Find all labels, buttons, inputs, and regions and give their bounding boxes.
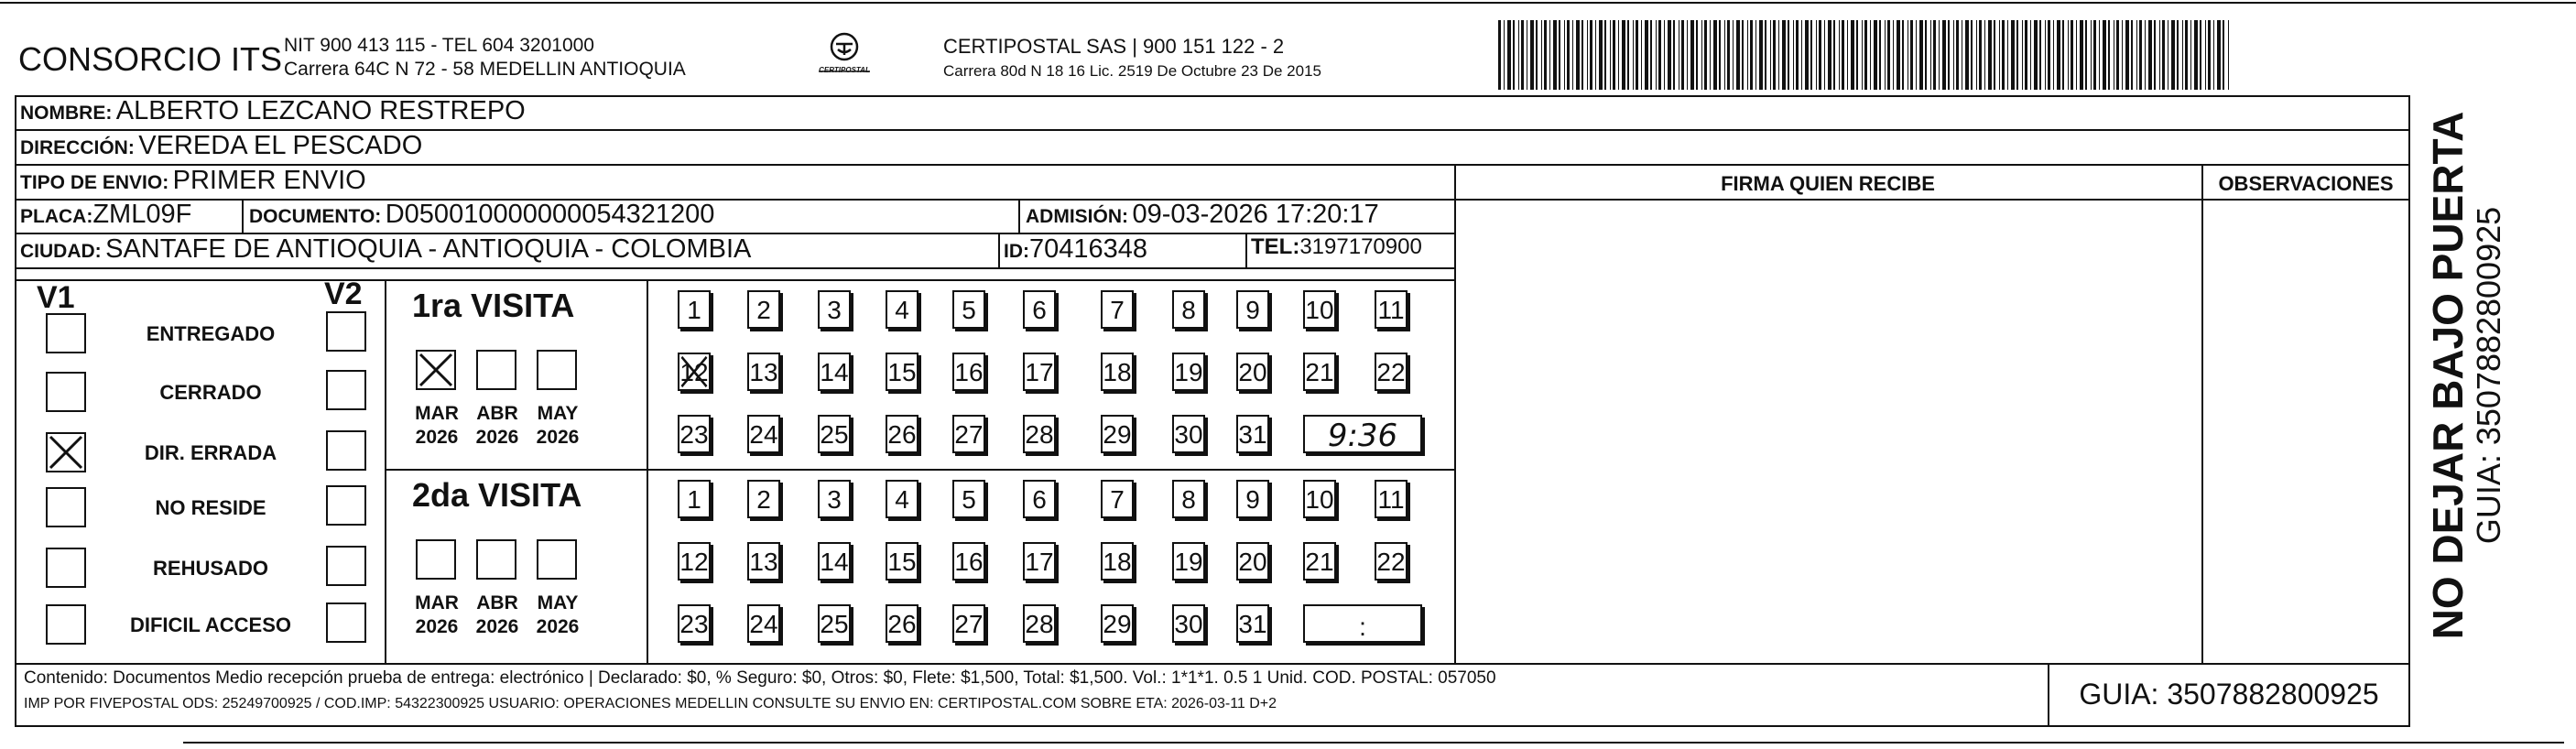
day-number: 24 — [749, 420, 778, 449]
day-box[interactable] — [952, 604, 985, 643]
day-box[interactable] — [952, 353, 985, 391]
day-number: 12 — [679, 548, 709, 576]
day-box[interactable] — [747, 415, 780, 453]
day-number: 8 — [1181, 485, 1196, 514]
day-number: 22 — [1376, 548, 1406, 576]
day-number: 25 — [820, 420, 849, 449]
v1-checkbox[interactable] — [46, 487, 86, 527]
ciudad-value: SANTAFE DE ANTIOQUIA - ANTIOQUIA - COLOMBIA — [105, 234, 752, 264]
cell-divider — [1245, 233, 1247, 267]
day-box[interactable] — [678, 415, 711, 453]
v1-checkbox[interactable] — [46, 548, 86, 588]
day-number: 30 — [1174, 420, 1203, 449]
day-box[interactable] — [1101, 290, 1134, 329]
side-text — [2416, 110, 2516, 641]
placa-cell — [20, 200, 191, 230]
day-number: 4 — [895, 485, 909, 514]
month-checkbox[interactable] — [537, 350, 577, 390]
day-number: 3 — [827, 296, 842, 324]
visit-time-box[interactable] — [1303, 604, 1422, 643]
day-number: 17 — [1025, 358, 1054, 386]
day-number: 15 — [887, 358, 917, 386]
day-box[interactable] — [818, 480, 851, 518]
day-number: 2 — [756, 296, 771, 324]
day-number: 31 — [1238, 610, 1267, 638]
day-number: 21 — [1305, 358, 1334, 386]
company-nit: NIT 900 413 115 - TEL 604 3201000 — [284, 35, 594, 56]
day-number: 28 — [1025, 420, 1054, 449]
company-name: CONSORCIO ITS — [18, 40, 283, 78]
day-number: 16 — [954, 548, 984, 576]
day-box[interactable] — [1375, 542, 1408, 581]
logo-text: CERTIPOSTAL — [819, 66, 870, 74]
status-label: CERRADO — [159, 381, 262, 404]
day-box[interactable] — [747, 290, 780, 329]
visit-time: 9:36 — [1327, 418, 1398, 454]
day-box[interactable] — [1236, 604, 1269, 643]
visit-time-box[interactable] — [1303, 415, 1422, 453]
day-number: 9 — [1245, 485, 1260, 514]
day-number: 28 — [1025, 610, 1054, 638]
tel-cell — [1251, 234, 1422, 260]
admision-label: ADMISIÓN: — [1026, 206, 1128, 227]
day-box[interactable] — [952, 480, 985, 518]
day-number: 8 — [1181, 296, 1196, 324]
certipostal-line1: CERTIPOSTAL SAS | 900 151 122 - 2 — [943, 35, 1285, 58]
day-box[interactable] — [747, 542, 780, 581]
row-divider — [15, 164, 2410, 166]
documento-value: D050010000000054321200 — [385, 200, 715, 229]
day-number: 19 — [1174, 358, 1203, 386]
v2-checkbox[interactable] — [326, 602, 366, 643]
day-box[interactable] — [1236, 353, 1269, 391]
day-box[interactable] — [1023, 353, 1056, 391]
month-name: ABR — [476, 592, 518, 613]
status-label: ENTREGADO — [146, 322, 276, 345]
day-number: 21 — [1305, 548, 1334, 576]
month-year: 2026 — [475, 616, 519, 637]
month-year: 2026 — [415, 616, 459, 637]
day-box[interactable] — [1303, 353, 1336, 391]
row-divider — [15, 279, 1456, 281]
status-label: NO RESIDE — [155, 496, 266, 519]
day-box[interactable] — [886, 480, 918, 518]
day-number: 9 — [1245, 296, 1260, 324]
month-checkbox[interactable] — [416, 539, 456, 580]
month-year: 2026 — [415, 427, 459, 448]
day-box[interactable] — [678, 604, 711, 643]
placa-value: ZML09F — [92, 200, 192, 229]
day-box[interactable] — [1023, 415, 1056, 453]
admision-value: 09-03-2026 17:20:17 — [1132, 200, 1379, 229]
day-number: 5 — [962, 485, 976, 514]
day-box[interactable] — [678, 353, 711, 391]
v2-label: V2 — [324, 277, 363, 311]
day-box[interactable] — [747, 353, 780, 391]
v1-checkbox[interactable] — [46, 604, 86, 645]
month-checkbox[interactable] — [476, 539, 516, 580]
day-number: 5 — [962, 296, 976, 324]
v2-checkbox[interactable] — [326, 485, 366, 526]
certipostal-logo — [810, 31, 879, 79]
id-value: 70416348 — [1029, 234, 1148, 264]
day-box[interactable] — [952, 415, 985, 453]
day-number: 18 — [1103, 358, 1132, 386]
bottom-rule — [183, 742, 2564, 744]
day-number: 6 — [1032, 485, 1047, 514]
visit-divider — [385, 469, 1454, 471]
documento-cell — [249, 200, 714, 230]
day-number: 11 — [1377, 485, 1405, 514]
day-box[interactable] — [1375, 290, 1408, 329]
tipo-row — [20, 166, 366, 196]
v1-checkbox[interactable] — [46, 432, 86, 472]
tel-label: TEL: — [1251, 234, 1300, 259]
day-box[interactable] — [818, 353, 851, 391]
day-box[interactable] — [1172, 604, 1205, 643]
footer-content-line: Contenido: Documentos Medio recepción prueba de entrega: electrónico | Declarado: $0, % Seguro: $0, Otros: $0, Flete: $1,500, Total: $1,500. Vol.: 1*1*1. 0.5 1 Unid. COD. POSTAL: 057050 — [24, 668, 1496, 688]
nombre-label: NOMBRE: — [20, 103, 113, 124]
day-box[interactable] — [1023, 480, 1056, 518]
month-name: ABR — [476, 403, 518, 424]
section-divider — [647, 279, 648, 663]
documento-label: DOCUMENTO: — [249, 206, 382, 227]
day-number: 10 — [1305, 296, 1334, 324]
day-number: 27 — [954, 610, 984, 638]
id-label: ID: — [1004, 241, 1029, 262]
row-divider — [1454, 199, 2410, 201]
visit-time: : — [1359, 613, 1366, 641]
day-number: 4 — [895, 296, 909, 324]
day-box[interactable] — [678, 290, 711, 329]
day-number: 15 — [887, 548, 917, 576]
day-number: 30 — [1174, 610, 1203, 638]
cell-divider — [242, 199, 244, 233]
observaciones-label: OBSERVACIONES — [2218, 172, 2394, 195]
month-name: MAY — [537, 592, 579, 613]
day-box[interactable] — [1023, 604, 1056, 643]
day-box[interactable] — [1236, 542, 1269, 581]
month-checkbox[interactable] — [537, 539, 577, 580]
v1-checkbox[interactable] — [46, 372, 86, 412]
day-box[interactable] — [678, 542, 711, 581]
barcode — [1498, 20, 2229, 90]
day-number: 27 — [954, 420, 984, 449]
month-name: MAR — [415, 592, 459, 613]
side-guia: GUIA: 3507882800925 — [2470, 206, 2507, 545]
day-box[interactable] — [952, 542, 985, 581]
day-box[interactable] — [818, 290, 851, 329]
day-number: 29 — [1103, 420, 1132, 449]
day-box[interactable] — [1101, 604, 1134, 643]
day-number: 16 — [954, 358, 984, 386]
placa-label: PLACA: — [20, 206, 93, 227]
status-label: DIR. ERRADA — [144, 441, 277, 464]
day-box[interactable] — [1375, 353, 1408, 391]
day-box[interactable] — [1172, 542, 1205, 581]
id-cell — [1004, 234, 1147, 265]
month-checkbox[interactable] — [476, 350, 516, 390]
visit-title: 1ra VISITA — [412, 287, 575, 324]
side-warning: NO DEJAR BAJO PUERTA — [2424, 111, 2472, 640]
v2-checkbox[interactable] — [326, 546, 366, 586]
day-check-mark — [679, 354, 709, 389]
day-number: 26 — [887, 610, 917, 638]
direccion-value: VEREDA EL PESCADO — [138, 131, 423, 160]
v2-checkbox[interactable] — [326, 311, 366, 352]
day-number: 19 — [1174, 548, 1203, 576]
day-number: 7 — [1110, 296, 1125, 324]
v2-checkbox[interactable] — [326, 430, 366, 471]
direccion-row — [20, 131, 422, 161]
month-year: 2026 — [475, 427, 519, 448]
day-box[interactable] — [886, 415, 918, 453]
ciudad-cell — [20, 234, 751, 265]
month-name: MAY — [537, 403, 579, 424]
day-number: 22 — [1376, 358, 1406, 386]
day-box[interactable] — [1101, 353, 1134, 391]
day-box[interactable] — [1303, 480, 1336, 518]
day-box[interactable] — [886, 604, 918, 643]
day-number: 12 — [679, 358, 709, 386]
day-box[interactable] — [1172, 415, 1205, 453]
status-label: DIFICIL ACCESO — [129, 613, 291, 636]
month-year: 2026 — [536, 616, 580, 637]
certipostal-line2: Carrera 80d N 18 16 Lic. 2519 De Octubre 23 De 2015 — [943, 62, 1321, 80]
day-box[interactable] — [818, 542, 851, 581]
v1-label: V1 — [37, 280, 75, 315]
company-address: Carrera 64C N 72 - 58 MEDELLIN ANTIOQUIA — [284, 59, 686, 80]
day-box[interactable] — [818, 415, 851, 453]
day-box[interactable] — [1101, 415, 1134, 453]
day-number: 1 — [687, 485, 701, 514]
day-box[interactable] — [886, 353, 918, 391]
day-box[interactable] — [1172, 353, 1205, 391]
visit-title: 2da VISITA — [412, 476, 582, 514]
tipo-label: TIPO DE ENVIO: — [20, 172, 169, 193]
day-box[interactable] — [1172, 290, 1205, 329]
day-box[interactable] — [886, 542, 918, 581]
day-box[interactable] — [1236, 480, 1269, 518]
day-number: 20 — [1238, 548, 1267, 576]
day-number: 23 — [679, 420, 709, 449]
day-number: 14 — [820, 358, 849, 386]
day-number: 17 — [1025, 548, 1054, 576]
day-box[interactable] — [1236, 415, 1269, 453]
day-box[interactable] — [1303, 290, 1336, 329]
day-number: 6 — [1032, 296, 1047, 324]
tipo-value: PRIMER ENVIO — [172, 166, 366, 195]
tel-value: 3197170900 — [1299, 234, 1422, 259]
day-number: 23 — [679, 610, 709, 638]
day-number: 10 — [1305, 485, 1334, 514]
day-number: 31 — [1238, 420, 1267, 449]
cell-divider — [1018, 199, 1020, 233]
day-number: 3 — [827, 485, 842, 514]
day-box[interactable] — [1375, 480, 1408, 518]
month-year: 2026 — [536, 427, 580, 448]
day-number: 2 — [756, 485, 771, 514]
v2-checkbox[interactable] — [326, 370, 366, 410]
day-number: 20 — [1238, 358, 1267, 386]
col-divider — [2201, 164, 2203, 663]
day-box[interactable] — [678, 480, 711, 518]
day-number: 25 — [820, 610, 849, 638]
day-box[interactable] — [1303, 542, 1336, 581]
section-divider — [385, 279, 386, 663]
day-number: 29 — [1103, 610, 1132, 638]
footer-guia: GUIA: 3507882800925 — [2079, 678, 2379, 711]
day-box[interactable] — [1236, 290, 1269, 329]
ciudad-label: CIUDAD: — [20, 241, 102, 262]
day-number: 14 — [820, 548, 849, 576]
top-rule — [0, 2, 2576, 4]
day-box[interactable] — [818, 604, 851, 643]
day-number: 11 — [1377, 296, 1405, 324]
footer-imp-line: IMP POR FIVEPOSTAL ODS: 25249700925 / COD.IMP: 54322300925 USUARIO: OPERACIONES MEDELLIN CONSULTE SU ENVIO EN: CERTIPOSTAL.COM SOBRE ETA: 2026-03-11 D+2 — [24, 696, 1277, 711]
day-number: 13 — [749, 358, 778, 386]
day-box[interactable] — [1101, 542, 1134, 581]
month-name: MAR — [415, 403, 459, 424]
day-box[interactable] — [886, 290, 918, 329]
nombre-row — [20, 96, 526, 126]
direccion-label: DIRECCIÓN: — [20, 137, 135, 158]
day-number: 1 — [687, 296, 701, 324]
admision-cell — [1026, 200, 1379, 230]
cell-divider — [998, 233, 1000, 267]
day-number: 24 — [749, 610, 778, 638]
row-divider — [15, 267, 1456, 269]
nombre-value: ALBERTO LEZCANO RESTREPO — [115, 96, 526, 125]
col-divider — [1454, 164, 1456, 663]
day-box[interactable] — [1023, 290, 1056, 329]
day-number: 18 — [1103, 548, 1132, 576]
day-number: 7 — [1110, 485, 1125, 514]
status-label: REHUSADO — [153, 557, 268, 580]
firma-label: FIRMA QUIEN RECIBE — [1721, 172, 1935, 195]
day-number: 26 — [887, 420, 917, 449]
footer-divider — [15, 663, 2410, 665]
day-number: 13 — [749, 548, 778, 576]
day-box[interactable] — [1172, 480, 1205, 518]
month-checkbox[interactable] — [416, 350, 456, 390]
day-box[interactable] — [1023, 542, 1056, 581]
v1-checkbox[interactable] — [46, 313, 86, 353]
day-box[interactable] — [747, 480, 780, 518]
day-box[interactable] — [747, 604, 780, 643]
day-box[interactable] — [1101, 480, 1134, 518]
day-box[interactable] — [952, 290, 985, 329]
